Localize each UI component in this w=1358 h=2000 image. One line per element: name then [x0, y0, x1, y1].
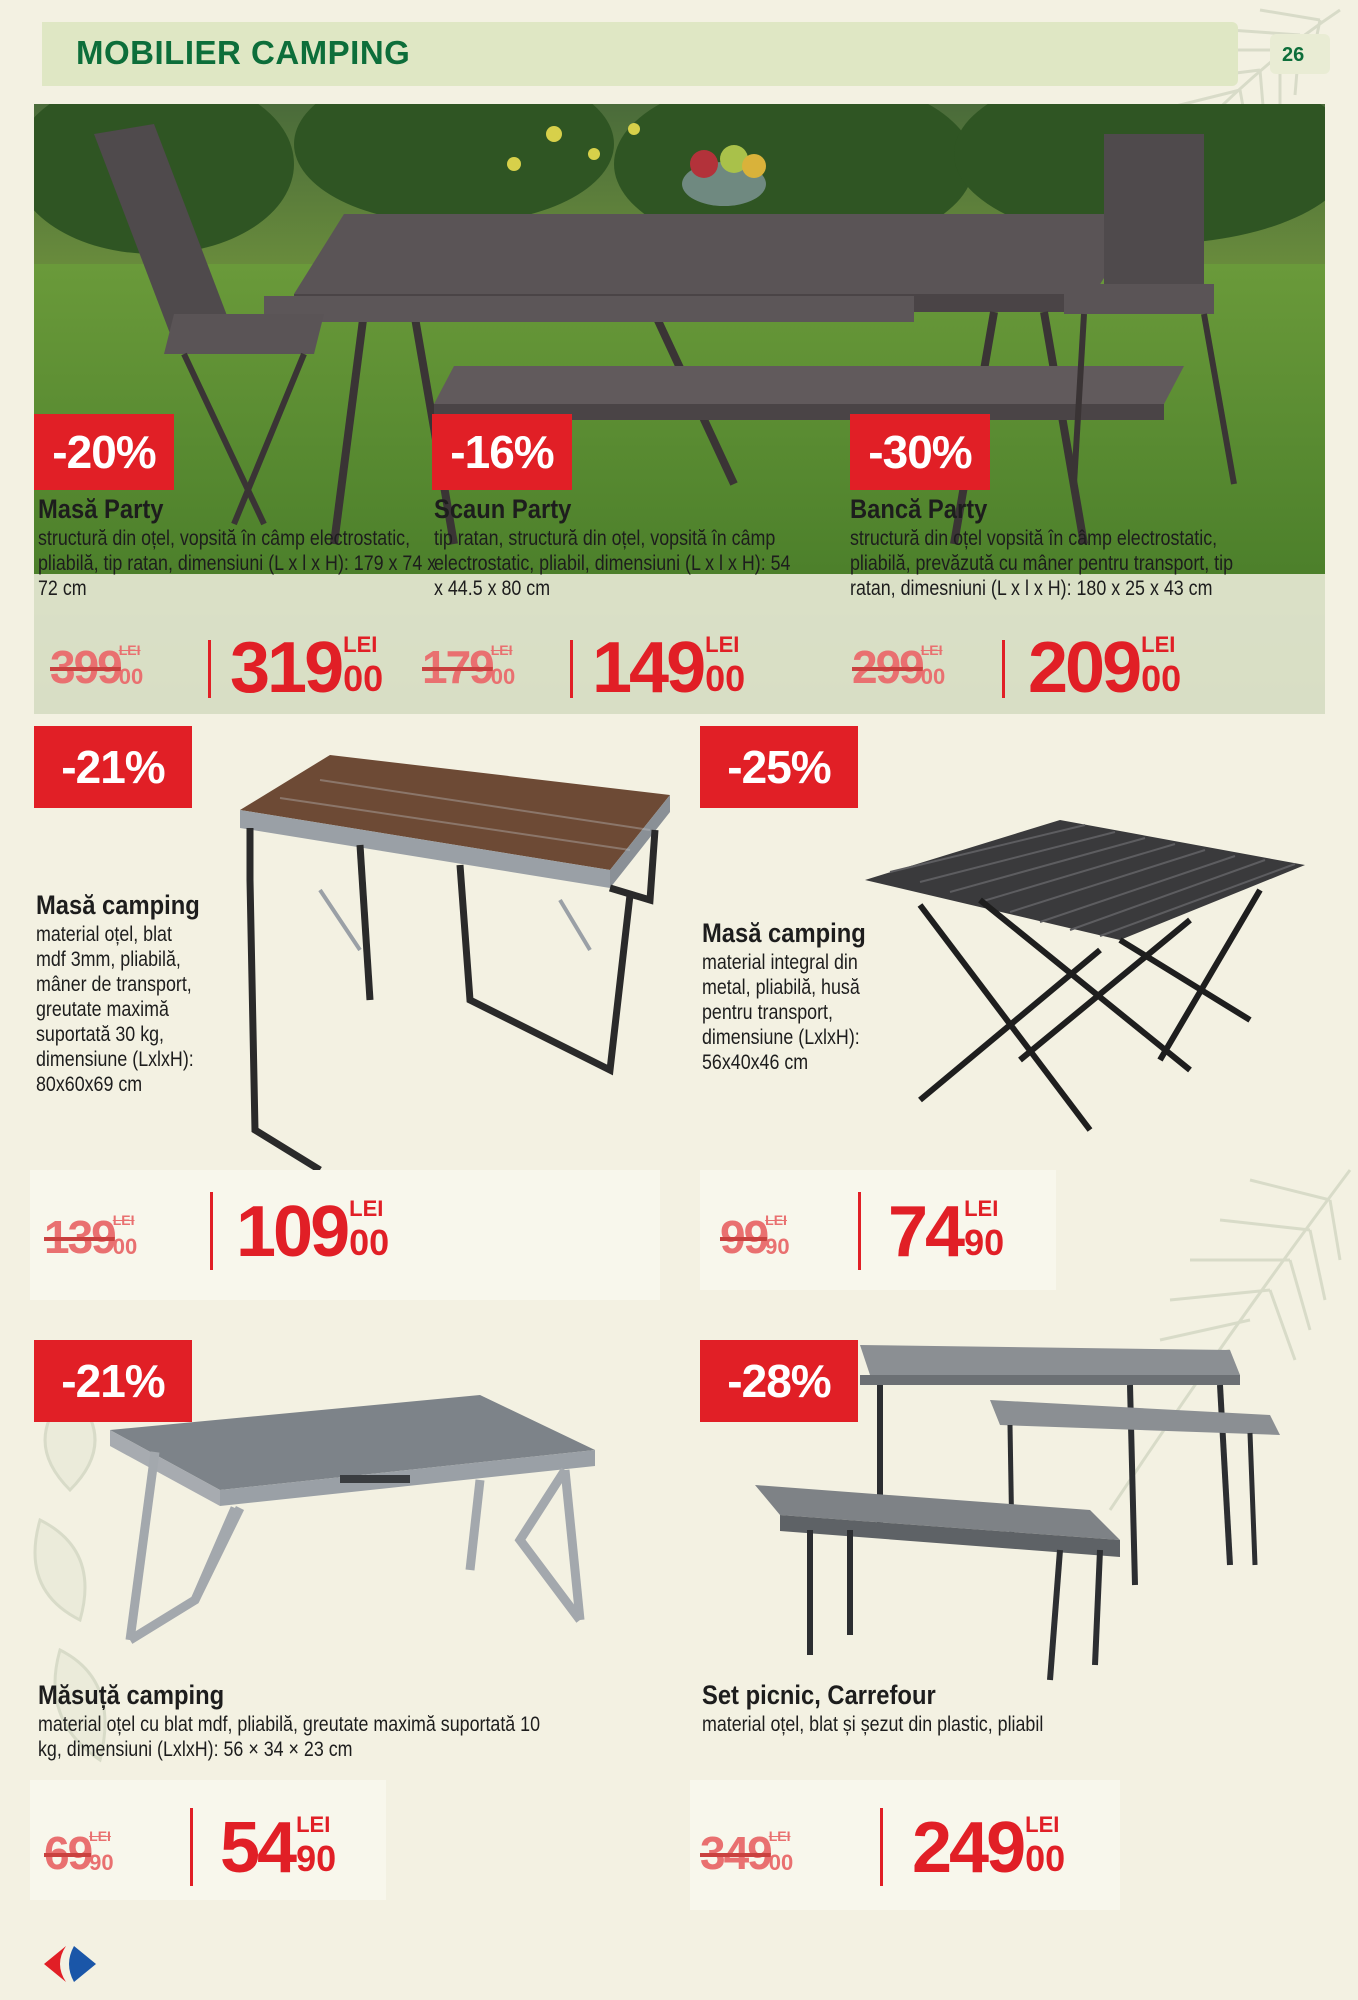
old-price: 139 LEI 00	[44, 1211, 138, 1263]
product-description: tip ratan, structură din oțel, vopsită în câmp electrostatic, pliabil, dimensiuni (L x l x H): 54 x 44.5 x 80 cm	[434, 527, 791, 600]
product-name: Masă camping	[702, 918, 866, 948]
price-separator	[190, 1808, 193, 1886]
new-price: 319 LEI 00	[230, 628, 384, 708]
discount-badge: -28%	[700, 1340, 858, 1422]
price-separator	[570, 640, 573, 698]
product-description: structură din oțel, vopsită în câmp electrostatic, pliabilă, tip ratan, dimensiuni (L x l x H): 179 x 74 x 72 cm	[38, 527, 437, 600]
product-description: material oțel, blat mdf 3mm, pliabilă, mâner de transport, greutate maximă suportată 30 kg, dimensiune (LxlxH): 80x60x69 cm	[36, 923, 194, 1096]
page-number: 26	[1282, 44, 1305, 66]
new-price: 209 LEI 00	[1028, 628, 1182, 708]
price-separator	[210, 1192, 213, 1270]
new-price: 249 LEI 00	[912, 1808, 1066, 1888]
old-price: 349 LEI 00	[700, 1827, 794, 1879]
carrefour-logo-icon	[36, 1944, 106, 1984]
discount-badge: -20%	[34, 414, 174, 490]
old-price: 299 LEI 00	[852, 641, 946, 693]
header-bar	[42, 22, 1238, 86]
product-description: structură din oțel vopsită în câmp electrostatic, pliabilă, prevăzută cu mâner pentru transport, tip ratan, dimesniuni (L x l x H): 180 x 25 x 43 cm	[850, 527, 1233, 600]
product-description: material oțel cu blat mdf, pliabilă, greutate maximă suportată 10 kg, dimensiuni (LxlxH): 56 × 34 × 23 cm	[38, 1713, 541, 1761]
product-description: material oțel, blat și șezut din plastic, pliabil	[702, 1713, 1044, 1736]
discount-badge: -30%	[850, 414, 990, 490]
camping-table-wood-image	[210, 750, 680, 1190]
discount-badge: -21%	[34, 726, 192, 808]
old-price: 179 LEI 00	[422, 641, 516, 693]
price-separator	[208, 640, 211, 698]
hero-photo-party-set	[34, 104, 1325, 714]
old-price: 69 LEI 90	[44, 1827, 114, 1879]
new-price: 109 LEI 00	[236, 1192, 390, 1272]
price-separator	[880, 1808, 883, 1886]
price-separator	[1002, 640, 1005, 698]
picnic-set-image	[750, 1325, 1290, 1685]
product-name: Masă camping	[36, 890, 200, 920]
product-name: Măsuță camping	[38, 1680, 225, 1710]
old-price: 99 LEI 90	[720, 1211, 790, 1263]
new-price: 149 LEI 00	[592, 628, 746, 708]
product-name: Bancă Party	[850, 494, 988, 524]
product-name: Scaun Party	[434, 494, 572, 524]
discount-badge: -25%	[700, 726, 858, 808]
small-camping-table-image	[100, 1390, 600, 1670]
new-price: 74 LEI 90	[888, 1192, 1005, 1272]
page-title: MOBILIER CAMPING	[76, 34, 411, 71]
price-separator	[858, 1192, 861, 1270]
discount-badge: -16%	[432, 414, 572, 490]
old-price: 399 LEI 00	[50, 641, 144, 693]
camping-table-metal-image	[860, 810, 1310, 1160]
product-name: Set picnic, Carrefour	[702, 1680, 936, 1710]
product-description: material integral din metal, pliabilă, husă pentru transport, dimensiune (LxlxH): 56x40x46 cm	[702, 951, 860, 1074]
new-price: 54 LEI 90	[220, 1808, 337, 1888]
product-name: Masă Party	[38, 494, 164, 524]
discount-badge: -21%	[34, 1340, 192, 1422]
